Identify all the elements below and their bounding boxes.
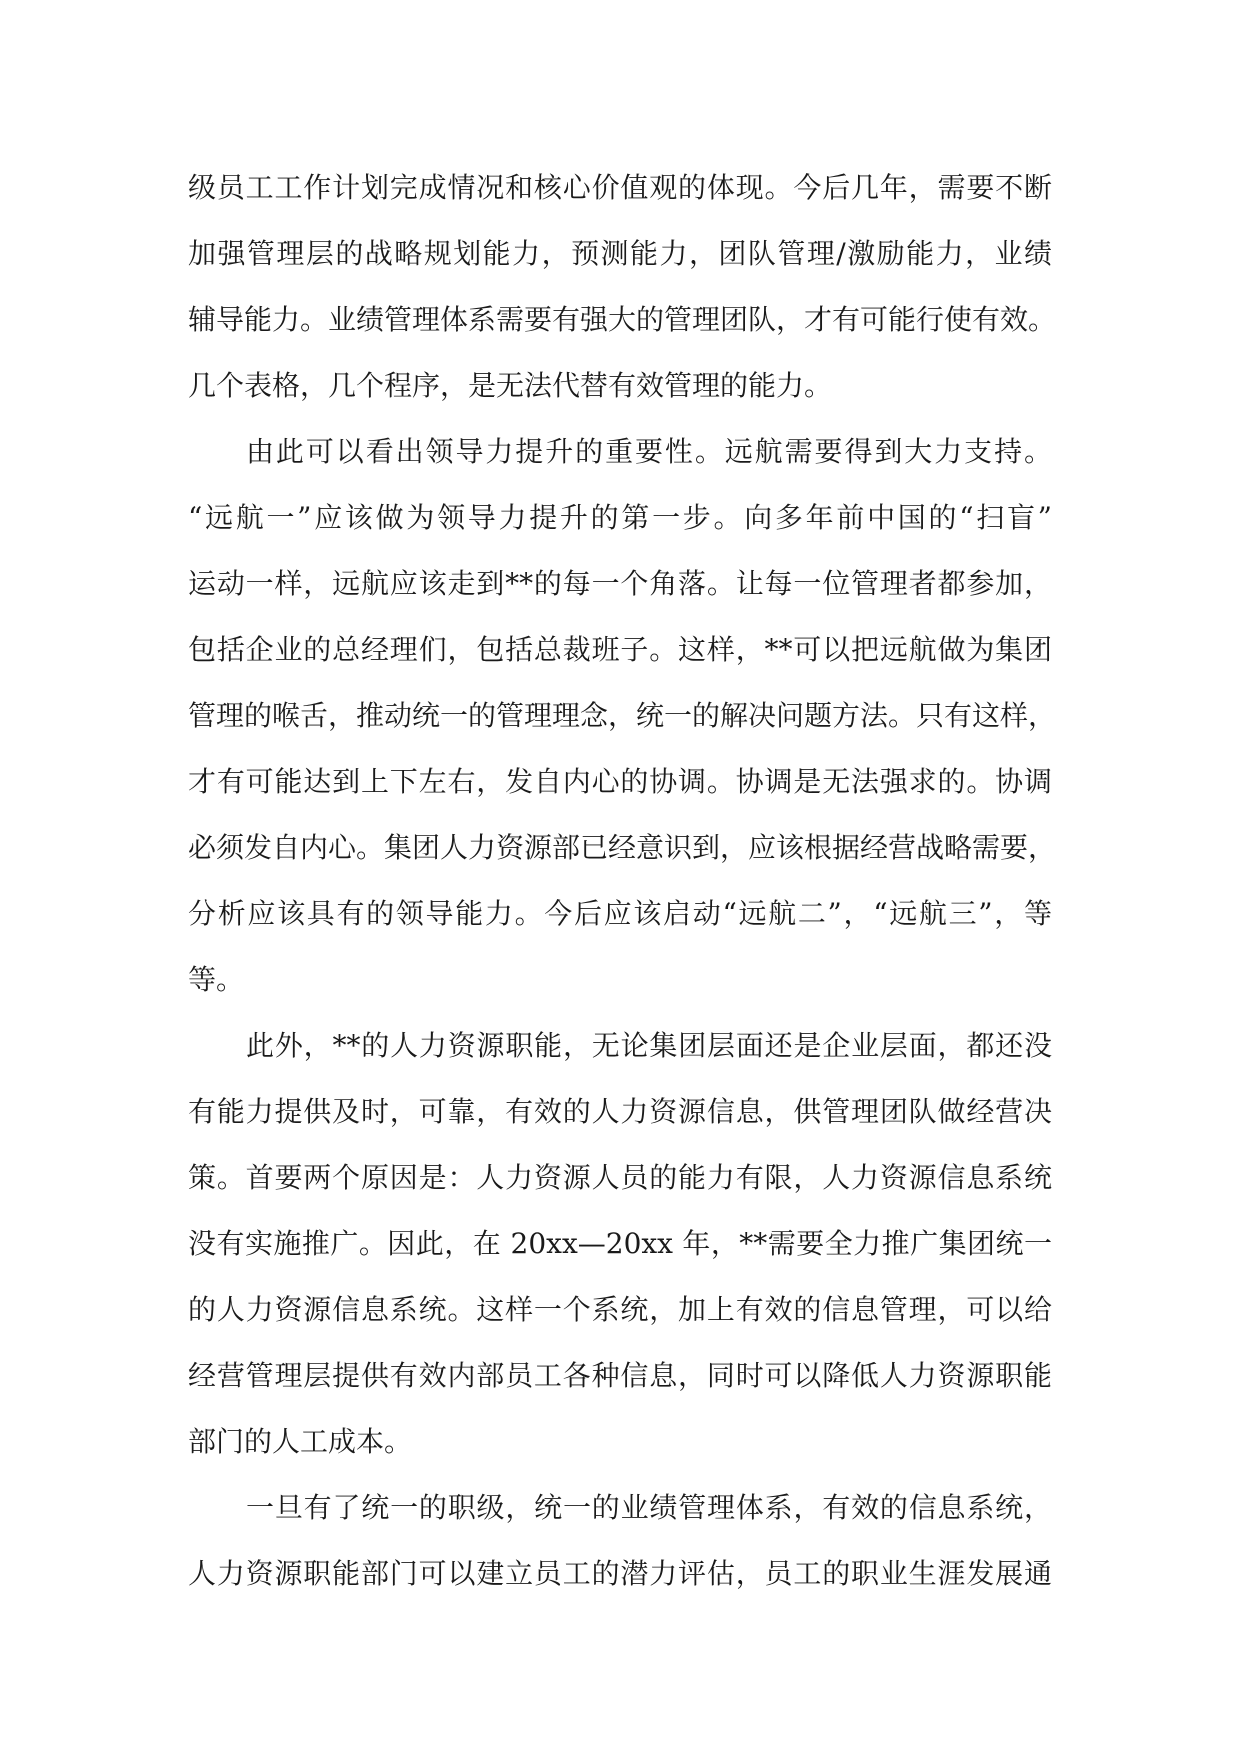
paragraph-start-line: 一旦有了统一的职级，统一的业绩管理体系，有效的信息系统， <box>246 1491 1052 1524</box>
text-line: 加强管理层的战略规划能力，预测能力，团队管理/激励能力，业绩 <box>188 237 1052 270</box>
text-line: 管理的喉舌，推动统一的管理理念，统一的解决问题方法。只有这样， <box>188 699 1057 732</box>
text-line: 包括企业的总经理们，包括总裁班子。这样，**可以把远航做为集团 <box>188 633 1052 666</box>
text-line: 人力资源职能部门可以建立员工的潜力评估，员工的职业生涯发展通 <box>188 1557 1052 1590</box>
paragraph-end-line: 几个表格，几个程序，是无法代替有效管理的能力。 <box>188 369 833 402</box>
text-line: 分析应该具有的领导能力。今后应该启动“远航二”，“远航三”，等 <box>188 897 1052 930</box>
text-line: 级员工工作计划完成情况和核心价值观的体现。今后几年，需要不断 <box>188 171 1052 204</box>
text-line: 必须发自内心。集团人力资源部已经意识到，应该根据经营战略需要， <box>188 831 1057 864</box>
paragraph-start-line: 由此可以看出领导力提升的重要性。远航需要得到大力支持。 <box>246 435 1052 468</box>
text-line: 才有可能达到上下左右，发自内心的协调。协调是无法强求的。协调 <box>188 765 1052 798</box>
text-line: 辅导能力。业绩管理体系需要有强大的管理团队，才有可能行使有效。 <box>188 303 1057 336</box>
paragraph-end-line: 部门的人工成本。 <box>188 1425 413 1458</box>
text-line: 运动一样，远航应该走到**的每一个角落。让每一位管理者都参加， <box>188 567 1052 600</box>
document-body <box>188 155 1057 1607</box>
text-line: 有能力提供及时，可靠，有效的人力资源信息，供管理团队做经营决 <box>188 1095 1052 1128</box>
text-line: 没有实施推广。因此，在 20xx—20xx 年，**需要全力推广集团统一 <box>188 1227 1052 1260</box>
text-line: 策。首要两个原因是：人力资源人员的能力有限，人力资源信息系统 <box>188 1161 1052 1194</box>
text-line: “远航一”应该做为领导力提升的第一步。向多年前中国的“扫盲” <box>188 501 1052 534</box>
text-line: 的人力资源信息系统。这样一个系统，加上有效的信息管理，可以给 <box>188 1293 1052 1326</box>
text-line: 经营管理层提供有效内部员工各种信息，同时可以降低人力资源职能 <box>188 1359 1052 1392</box>
paragraph-end-line: 等。 <box>188 963 245 996</box>
paragraph-start-line: 此外，**的人力资源职能，无论集团层面还是企业层面，都还没 <box>246 1029 1052 1062</box>
